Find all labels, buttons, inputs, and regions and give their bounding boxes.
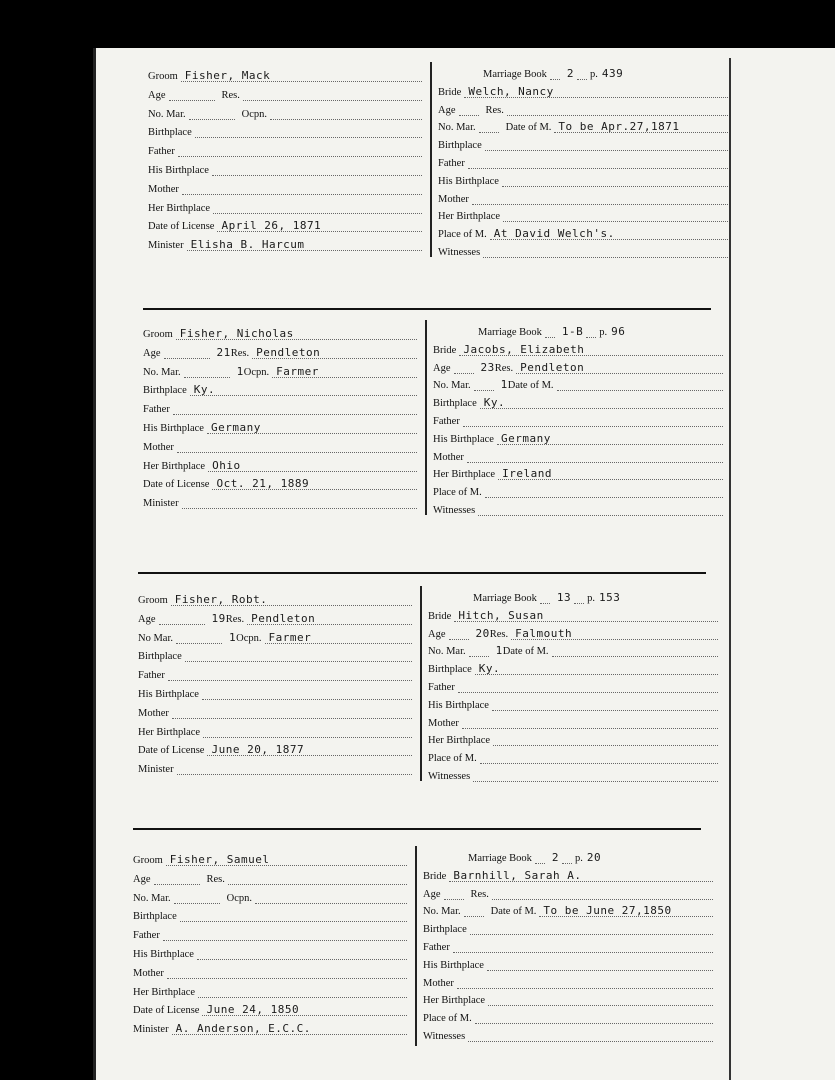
bride-nomar-date-row	[428, 639, 718, 657]
field-label: No. Mar.	[148, 108, 186, 120]
bride-marriage-book-row	[438, 62, 728, 80]
field-value: Ky.	[478, 662, 501, 676]
field-label: Date of License	[133, 1005, 200, 1017]
field-label: Mother	[148, 183, 179, 195]
field-value: Germany	[210, 421, 261, 434]
bride-marriage-book-row	[423, 846, 713, 864]
groom-birthplace-row	[133, 904, 407, 922]
page-edge	[93, 48, 96, 1080]
field-label: His Birthplace	[143, 423, 204, 434]
groom-mother-row	[138, 701, 412, 719]
field-value: 1	[229, 630, 237, 644]
field-value: Ireland	[502, 467, 552, 481]
field-label: Groom	[133, 855, 163, 866]
bride-age-res-row	[438, 98, 728, 116]
groom-father-row	[143, 397, 417, 415]
field-label: Father	[138, 670, 165, 682]
field-label: Her Birthplace	[428, 735, 491, 747]
groom-her-birthplace-row	[133, 980, 407, 998]
field-label: Ocpn.	[226, 892, 252, 904]
field-value: Farmer	[268, 630, 312, 644]
groom-minister-row	[133, 1017, 407, 1035]
bride-her-birthplace-row	[438, 204, 728, 222]
field-label: Minister	[143, 498, 179, 510]
bride-bride-row	[433, 338, 723, 356]
groom-age-res-row	[133, 867, 407, 885]
bride-nomar-date-row	[423, 899, 713, 917]
field-label: His Birthplace	[138, 689, 199, 700]
groom-nomar-ocpn-row	[143, 360, 417, 378]
field-label: Birthplace	[423, 924, 467, 936]
groom-her-birthplace-row	[138, 720, 412, 738]
bride-his-birthplace-row	[433, 427, 723, 445]
margin-line	[729, 58, 731, 1080]
groom-minister-row	[138, 757, 412, 775]
field-label: Witnesses	[438, 247, 481, 258]
field-label: No. Mar.	[428, 646, 466, 658]
field-label: His Birthplace	[423, 959, 484, 971]
groom-birthplace-row	[143, 378, 417, 396]
field-label: Minister	[148, 240, 184, 252]
column-divider	[430, 62, 432, 257]
field-label: Witnesses	[433, 505, 476, 516]
field-label: Res.	[221, 89, 240, 101]
field-label: Age	[133, 873, 151, 885]
bride-bride-row	[428, 604, 718, 622]
groom-groom-row	[148, 64, 422, 82]
field-value: To be Apr.27,1871	[558, 120, 680, 134]
field-label: Bride	[423, 870, 447, 882]
bride-witnesses-row	[423, 1024, 713, 1042]
field-label: Birthplace	[433, 398, 477, 410]
bride-age-res-row	[433, 356, 723, 374]
groom-minister-row	[148, 233, 422, 251]
field-label: Mother	[133, 967, 164, 979]
field-value: Elisha B. Harcum	[190, 238, 305, 252]
field-label: Age	[138, 613, 156, 625]
page-label: p.	[587, 593, 595, 604]
bride-witnesses-row	[433, 498, 723, 516]
field-label: Date of License	[143, 479, 210, 491]
bride-birthplace-row	[438, 133, 728, 151]
marriage-book-label: Marriage Book	[473, 593, 537, 604]
groom-his-birthplace-row	[148, 158, 422, 176]
field-label: His Birthplace	[148, 165, 209, 176]
field-value: Falmouth	[515, 626, 573, 640]
field-label: Date of M.	[505, 122, 552, 134]
field-label: Birthplace	[438, 140, 482, 152]
field-label: Age	[438, 104, 456, 116]
field-label: Her Birthplace	[433, 469, 496, 481]
column-divider	[415, 846, 417, 1046]
bride-birthplace-row	[428, 657, 718, 675]
field-label: Birthplace	[428, 664, 472, 676]
field-value: 96	[611, 325, 626, 338]
field-value: Pendleton	[256, 345, 321, 359]
field-value: To be June 27,1850	[543, 904, 672, 918]
field-label: Bride	[433, 344, 457, 356]
field-label: Father	[438, 158, 465, 169]
record-separator	[138, 572, 706, 574]
field-label: Minister	[133, 1024, 169, 1036]
field-label: Ocpn.	[243, 366, 270, 378]
page-label: p.	[599, 327, 608, 338]
field-label: Birthplace	[133, 911, 177, 923]
field-value: 153	[598, 591, 621, 604]
marriage-book-label: Marriage Book	[468, 853, 532, 864]
field-label: Father	[433, 416, 460, 427]
bride-mother-row	[433, 445, 723, 463]
field-value: A. Anderson, E.C.C.	[175, 1022, 311, 1036]
bride-witnesses-row	[438, 240, 728, 258]
bride-his-birthplace-row	[438, 169, 728, 187]
field-label: Mother	[428, 717, 459, 729]
field-label: Mother	[438, 193, 469, 205]
field-label: Groom	[143, 329, 173, 340]
field-value: Oct. 21, 1889	[216, 477, 310, 491]
field-label: Birthplace	[143, 385, 187, 397]
record-separator	[143, 308, 711, 310]
groom-mother-row	[143, 435, 417, 453]
field-label: Res.	[470, 888, 489, 900]
groom-age-res-row	[148, 83, 422, 101]
field-value: 2	[566, 67, 574, 80]
bride-birthplace-row	[423, 917, 713, 935]
field-label: Age	[428, 628, 446, 640]
field-value: Fisher, Mack	[184, 69, 271, 82]
field-label: Age	[143, 347, 161, 359]
groom-nomar-ocpn-row	[133, 886, 407, 904]
bride-father-row	[438, 151, 728, 169]
field-value: June 24, 1850	[206, 1003, 300, 1017]
field-label: No Mar.	[138, 632, 173, 644]
field-value: Welch, Nancy	[468, 84, 554, 98]
bride-birthplace-row	[433, 391, 723, 409]
field-label: Witnesses	[428, 771, 471, 782]
bride-age-res-row	[428, 622, 718, 640]
field-label: His Birthplace	[428, 699, 489, 711]
bride-her-birthplace-row	[428, 728, 718, 746]
field-label: Res.	[230, 347, 250, 359]
bride-place-of-m-row	[428, 746, 718, 764]
field-value: 439	[601, 67, 624, 80]
bride-father-row	[423, 935, 713, 953]
bride-age-res-row	[423, 882, 713, 900]
field-label: Ocpn.	[236, 632, 262, 644]
field-label: Date of M.	[507, 380, 554, 392]
groom-groom-row	[133, 848, 407, 866]
bride-marriage-book-row	[428, 586, 718, 604]
field-value: April 26, 1871	[221, 219, 322, 233]
field-label: Res.	[206, 873, 225, 885]
field-value: Farmer	[276, 364, 319, 378]
marriage-book-label: Marriage Book	[478, 327, 542, 338]
groom-his-birthplace-row	[133, 942, 407, 960]
field-value: 19	[211, 611, 226, 625]
field-label: His Birthplace	[133, 949, 194, 960]
groom-date-of-license-row	[138, 738, 412, 756]
field-label: Her Birthplace	[423, 995, 486, 1007]
field-label: No. Mar.	[433, 380, 471, 392]
bride-bride-row	[438, 80, 728, 98]
field-label: Age	[423, 888, 441, 900]
field-value: 23	[480, 360, 495, 374]
field-value: 1	[500, 378, 508, 392]
field-value: Ky.	[483, 396, 506, 410]
groom-mother-row	[148, 177, 422, 195]
field-label: Place of M.	[438, 229, 487, 241]
record-separator	[133, 828, 701, 830]
field-label: No. Mar.	[438, 122, 476, 134]
field-value: At David Welch's.	[493, 227, 615, 241]
field-label: Age	[148, 89, 166, 101]
field-value: June 20, 1877	[211, 743, 305, 757]
field-value: 1	[495, 644, 503, 658]
field-label: His Birthplace	[433, 433, 494, 445]
groom-date-of-license-row	[133, 998, 407, 1016]
field-label: Res.	[489, 628, 509, 640]
groom-groom-row	[138, 588, 412, 606]
field-label: Place of M.	[423, 1013, 472, 1025]
groom-his-birthplace-row	[143, 416, 417, 434]
bride-father-row	[433, 409, 723, 427]
field-label: Father	[143, 404, 170, 416]
bride-nomar-date-row	[433, 373, 723, 391]
field-value: 21	[216, 345, 231, 359]
field-label: No. Mar.	[133, 892, 171, 904]
field-value: Fisher, Robt.	[174, 593, 268, 606]
bride-father-row	[428, 675, 718, 693]
groom-his-birthplace-row	[138, 682, 412, 700]
field-label: Birthplace	[148, 127, 192, 139]
field-label: Date of License	[138, 745, 205, 757]
field-label: Witnesses	[423, 1031, 466, 1042]
groom-nomar-ocpn-row	[148, 102, 422, 120]
field-label: Her Birthplace	[138, 726, 201, 738]
bride-place-of-m-row	[433, 480, 723, 498]
column-divider	[425, 320, 427, 515]
field-value: Barnhill, Sarah A.	[453, 868, 582, 882]
field-label: Her Birthplace	[438, 211, 501, 223]
field-value: 1-B	[561, 325, 584, 338]
bride-place-of-m-row	[423, 1006, 713, 1024]
field-label: Mother	[138, 707, 169, 719]
page-label: p.	[589, 69, 598, 80]
groom-her-birthplace-row	[143, 454, 417, 472]
bride-his-birthplace-row	[423, 953, 713, 971]
groom-groom-row	[143, 322, 417, 340]
bride-place-of-m-row	[438, 222, 728, 240]
field-label: Father	[148, 146, 175, 158]
bride-her-birthplace-row	[423, 988, 713, 1006]
field-label: Minister	[138, 764, 174, 776]
field-value: Fisher, Samuel	[169, 853, 270, 866]
field-value: 20	[586, 851, 602, 864]
bride-mother-row	[423, 971, 713, 989]
field-value: Pendleton	[251, 611, 316, 625]
groom-age-res-row	[138, 607, 412, 625]
page-label: p.	[574, 853, 583, 864]
field-label: Groom	[148, 71, 178, 82]
groom-father-row	[133, 923, 407, 941]
field-value: 1	[236, 364, 244, 378]
field-label: Bride	[428, 610, 452, 622]
groom-father-row	[138, 663, 412, 681]
field-label: Her Birthplace	[133, 986, 196, 998]
groom-birthplace-row	[138, 644, 412, 662]
field-value: Fisher, Nicholas	[179, 327, 294, 340]
bride-bride-row	[423, 864, 713, 882]
bride-witnesses-row	[428, 764, 718, 782]
groom-father-row	[148, 139, 422, 157]
field-value: Ohio	[212, 458, 241, 472]
groom-age-res-row	[143, 341, 417, 359]
field-value: Ky.	[193, 383, 216, 397]
groom-her-birthplace-row	[148, 196, 422, 214]
groom-date-of-license-row	[148, 214, 422, 232]
field-label: Ocpn.	[241, 108, 267, 120]
bride-mother-row	[428, 711, 718, 729]
groom-mother-row	[133, 961, 407, 979]
field-value: Jacobs, Elizabeth	[463, 342, 585, 356]
field-label: Father	[428, 682, 455, 693]
field-label: Date of M.	[490, 906, 537, 918]
marriage-book-label: Marriage Book	[483, 69, 547, 80]
field-value: Hitch, Susan	[458, 608, 544, 622]
field-label: His Birthplace	[438, 175, 499, 187]
groom-minister-row	[143, 491, 417, 509]
field-label: Place of M.	[428, 753, 477, 765]
field-value: Germany	[500, 431, 551, 445]
field-label: Bride	[438, 86, 462, 98]
field-label: Date of M.	[502, 646, 549, 658]
bride-nomar-date-row	[438, 115, 728, 133]
field-label: No. Mar.	[423, 906, 461, 918]
groom-nomar-ocpn-row	[138, 626, 412, 644]
bride-his-birthplace-row	[428, 693, 718, 711]
field-label: Father	[133, 930, 160, 942]
field-label: Res.	[485, 104, 504, 116]
field-label: Mother	[143, 441, 174, 453]
field-label: Groom	[138, 595, 168, 606]
field-label: Place of M.	[433, 487, 482, 499]
field-label: Mother	[423, 977, 454, 989]
field-label: Res.	[494, 362, 514, 374]
groom-date-of-license-row	[143, 472, 417, 490]
field-value: 20	[475, 626, 490, 640]
field-label: No. Mar.	[143, 366, 181, 378]
column-divider	[420, 586, 422, 781]
field-label: Birthplace	[138, 651, 182, 663]
groom-birthplace-row	[148, 120, 422, 138]
field-value: Pendleton	[520, 360, 585, 374]
field-value: 2	[551, 851, 559, 864]
field-label: Her Birthplace	[143, 460, 206, 472]
field-label: Date of License	[148, 221, 215, 233]
field-value: 13	[556, 591, 572, 604]
bride-her-birthplace-row	[433, 462, 723, 480]
field-label: Res.	[225, 613, 245, 625]
field-label: Her Birthplace	[148, 202, 211, 214]
bride-mother-row	[438, 187, 728, 205]
field-label: Mother	[433, 451, 464, 463]
field-label: Father	[423, 942, 450, 953]
bride-marriage-book-row	[433, 320, 723, 338]
field-label: Age	[433, 362, 451, 374]
